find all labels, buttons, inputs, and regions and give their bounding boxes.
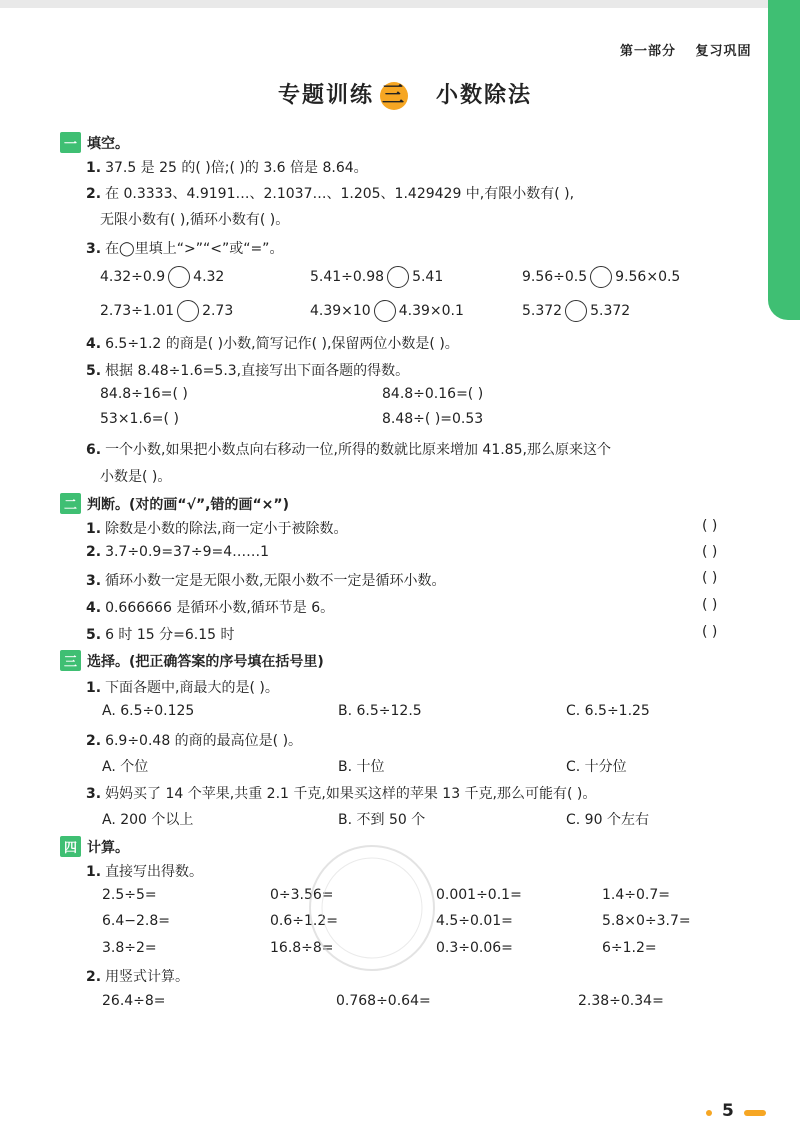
fill-q5 [86, 360, 409, 380]
question-number: 1. [86, 160, 102, 176]
compare-item [522, 300, 630, 322]
question-number: 4. [86, 600, 102, 616]
answer-item: 84.8÷0.16=( ) [382, 386, 484, 402]
calc-item: 2.5÷5= [102, 887, 157, 903]
fill-q6 [86, 439, 611, 459]
compare-right: 5.372 [590, 303, 631, 319]
page-title [278, 78, 532, 110]
section-badge: 三 [60, 650, 81, 671]
section-title: 计算。 [87, 840, 130, 856]
option-c[interactable]: C. 6.5÷1.25 [566, 703, 650, 719]
question-text: 除数是小数的除法,商一定小于被除数。 [105, 521, 348, 537]
compare-circle[interactable] [565, 300, 587, 322]
compare-circle[interactable] [168, 266, 190, 288]
question-text: 无限小数有( ),循环小数有( )。 [100, 212, 290, 228]
compare-left: 5.41÷0.98 [310, 269, 385, 285]
option-a[interactable]: A. 6.5÷0.125 [102, 703, 195, 719]
option-a[interactable]: A. 200 个以上 [102, 812, 194, 828]
top-edge [0, 0, 800, 8]
answer-item: 53×1.6=( ) [100, 411, 179, 427]
calc-item: 16.8÷8= [270, 940, 334, 956]
question-number: 5. [86, 363, 102, 379]
question-text: 6 时 15 分=6.15 时 [105, 627, 235, 643]
question-text: 在 0.3333、4.9191…、2.1037…、1.205、1.429429 中,有限小数有( ), [105, 186, 575, 202]
calc-item: 0.768÷0.64= [336, 993, 431, 1009]
part-label: 第一部分 [620, 44, 677, 59]
compare-circle[interactable] [177, 300, 199, 322]
question-text: 3.7÷0.9=37÷9=4……1 [105, 544, 270, 560]
calc-item: 0.3÷0.06= [436, 940, 513, 956]
calc-item: 0.6÷1.2= [270, 913, 338, 929]
footer-dot [706, 1110, 712, 1116]
section-badge: 一 [60, 132, 81, 153]
review-label: 复习巩固 [695, 44, 752, 59]
question-number: 4. [86, 336, 102, 352]
question-text: 0.666666 是循环小数,循环节是 6。 [105, 600, 335, 616]
answer-item: 84.8÷16=( ) [100, 386, 188, 402]
section-title: 填空。 [87, 136, 130, 152]
section-badge: 二 [60, 493, 81, 514]
footer-bar [744, 1110, 766, 1116]
compare-circle[interactable] [387, 266, 409, 288]
calc-item: 6.4−2.8= [102, 913, 170, 929]
question-number: 2. [86, 733, 102, 749]
compare-right: 5.41 [412, 269, 444, 285]
question-text: 小数是( )。 [100, 469, 172, 485]
question-number: 3. [86, 241, 102, 257]
title-number: 三 [382, 83, 407, 108]
section-title: 选择。(把正确答案的序号填在括号里) [87, 654, 324, 670]
question-number: 3. [86, 573, 102, 589]
fill-q2-cont [100, 209, 289, 229]
option-b[interactable]: B. 不到 50 个 [338, 812, 426, 828]
answer-paren[interactable]: ( ) [702, 544, 718, 560]
question-text: 6.5÷1.2 的商是( )小数,简写记作( ),保留两位小数是( )。 [105, 336, 459, 352]
option-c[interactable]: C. 十分位 [566, 759, 627, 775]
choice-q3 [86, 783, 596, 803]
question-text: 一个小数,如果把小数点向右移动一位,所得的数就比原来增加 41.85,那么原来这个 [105, 442, 611, 458]
question-number: 3. [86, 786, 102, 802]
compare-left: 5.372 [522, 303, 563, 319]
compare-item [522, 266, 680, 288]
judge-q3 [86, 570, 446, 590]
compare-right: 9.56×0.5 [615, 269, 681, 285]
calc-item: 3.8÷2= [102, 940, 157, 956]
section-fill-heading [60, 132, 129, 153]
option-a[interactable]: A. 个位 [102, 759, 149, 775]
section-title: 判断。(对的画“√”,错的画“×”) [87, 497, 290, 513]
question-text: 用竖式计算。 [105, 969, 190, 985]
calc-q1 [86, 861, 203, 881]
compare-left: 9.56÷0.5 [522, 269, 588, 285]
calc-item: 26.4÷8= [102, 993, 166, 1009]
calc-item: 4.5÷0.01= [436, 913, 513, 929]
compare-item [100, 266, 224, 288]
calc-q2 [86, 966, 189, 986]
judge-q5 [86, 624, 235, 644]
question-text: 下面各题中,商最大的是( )。 [105, 680, 279, 696]
compare-left: 4.39×10 [310, 303, 371, 319]
answer-paren[interactable]: ( ) [702, 570, 718, 586]
compare-right: 2.73 [202, 303, 234, 319]
question-number: 2. [86, 186, 102, 202]
title-topic: 小数除法 [436, 83, 533, 108]
judge-q2 [86, 544, 269, 560]
compare-right: 4.39×0.1 [398, 303, 464, 319]
question-number: 1. [86, 521, 102, 537]
section-badge: 四 [60, 836, 81, 857]
choice-q2 [86, 730, 302, 750]
section-header [620, 40, 766, 59]
section-calc-heading [60, 836, 129, 857]
calc-item: 5.8×0÷3.7= [602, 913, 691, 929]
calc-item: 1.4÷0.7= [602, 887, 670, 903]
compare-left: 4.32÷0.9 [100, 269, 166, 285]
question-number: 1. [86, 680, 102, 696]
calc-item: 2.38÷0.34= [578, 993, 664, 1009]
question-text: 在◯里填上“>”“<”或“=”。 [105, 241, 284, 257]
compare-circle[interactable] [374, 300, 396, 322]
answer-paren[interactable]: ( ) [702, 518, 718, 534]
fill-q3 [86, 238, 283, 258]
fill-q4 [86, 333, 459, 353]
page-number: 5 [722, 1101, 734, 1121]
title-prefix: 专题训练 [278, 83, 375, 108]
compare-item [310, 300, 464, 322]
question-text: 6.9÷0.48 的商的最高位是( )。 [105, 733, 303, 749]
calc-item: 6÷1.2= [602, 940, 657, 956]
question-number: 1. [86, 864, 102, 880]
question-text: 直接写出得数。 [105, 864, 204, 880]
answer-paren[interactable]: ( ) [702, 597, 718, 613]
answer-paren[interactable]: ( ) [702, 624, 718, 640]
question-text: 妈妈买了 14 个苹果,共重 2.1 千克,如果买这样的苹果 13 千克,那么可能有( )。 [105, 786, 597, 802]
option-b[interactable]: B. 6.5÷12.5 [338, 703, 422, 719]
question-text: 循环小数一定是无限小数,无限小数不一定是循环小数。 [105, 573, 446, 589]
section-choice-heading [60, 650, 324, 671]
question-number: 2. [86, 544, 102, 560]
side-tab [768, 0, 800, 320]
option-b[interactable]: B. 十位 [338, 759, 385, 775]
question-text: 根据 8.48÷1.6=5.3,直接写出下面各题的得数。 [105, 363, 410, 379]
calc-item: 0.001÷0.1= [436, 887, 522, 903]
compare-item [310, 266, 443, 288]
watermark-stamp [302, 838, 442, 978]
compare-circle[interactable] [590, 266, 612, 288]
option-c[interactable]: C. 90 个左右 [566, 812, 649, 828]
question-text: 37.5 是 25 的( )倍;( )的 3.6 倍是 8.64。 [105, 160, 368, 176]
compare-item [100, 300, 233, 322]
question-number: 2. [86, 969, 102, 985]
question-number: 6. [86, 442, 102, 458]
question-number: 5. [86, 627, 102, 643]
judge-q4 [86, 597, 334, 617]
calc-item: 0÷3.56= [270, 887, 334, 903]
choice-q1 [86, 677, 279, 697]
section-judge-heading [60, 493, 289, 514]
judge-q1 [86, 518, 348, 538]
answer-item: 8.48÷( )=0.53 [382, 411, 484, 427]
fill-q2 [86, 183, 574, 203]
compare-left: 2.73÷1.01 [100, 303, 175, 319]
fill-q1 [86, 157, 368, 177]
compare-right: 4.32 [193, 269, 225, 285]
